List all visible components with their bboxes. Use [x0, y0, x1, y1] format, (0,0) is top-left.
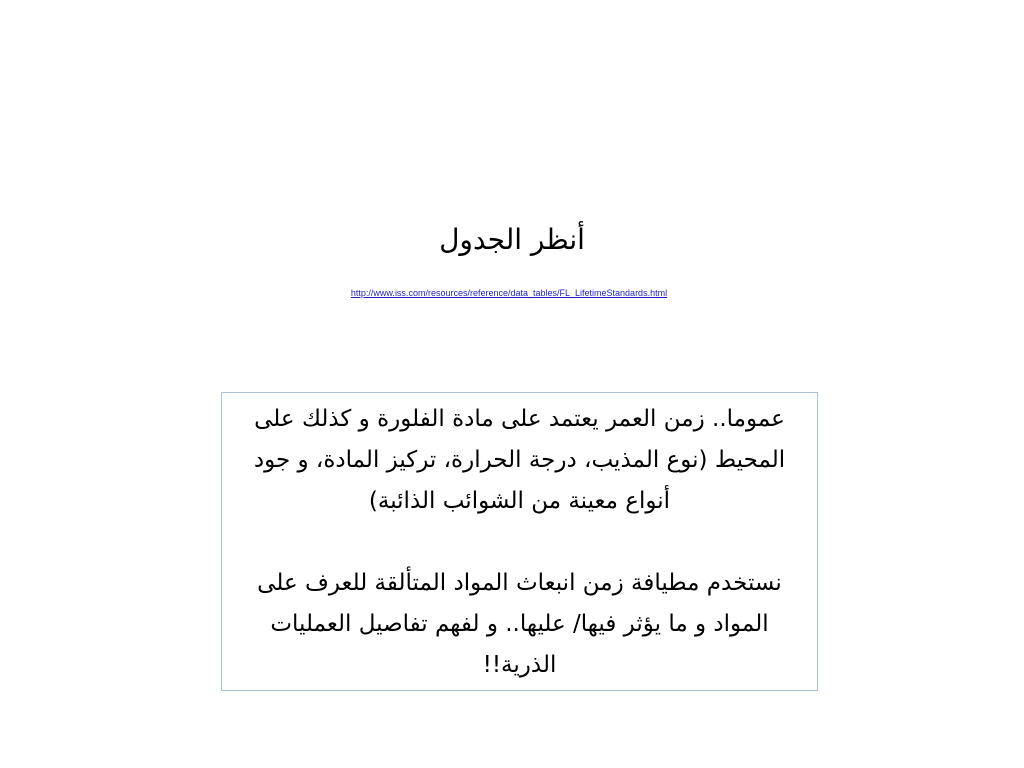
paragraph-spectroscopy-usage: نستخدم مطيافة زمن انبعاث المواد المتألقة للعرف على المواد و ما يؤثر فيها/ عليها.. و لفهم تفاصيل العمليات الذرية!! — [257, 570, 782, 678]
slide-title: أنظر الجدول — [439, 223, 585, 256]
paragraph-spacer — [236, 522, 803, 563]
paragraph-lifetime-dependence: عموما.. زمن العمر يعتمد على مادة الفلورة و كذلك على المحيط (نوع المذيب، درجة الحرارة، تركيز المادة، و جود أنواع معينة من الشوائب الذائبة) — [253, 406, 786, 514]
content-text-box — [221, 392, 818, 691]
reference-link[interactable]: http://www.iss.com/resources/reference/data_tables/FL_LifetimeStandards.html — [350, 288, 668, 298]
